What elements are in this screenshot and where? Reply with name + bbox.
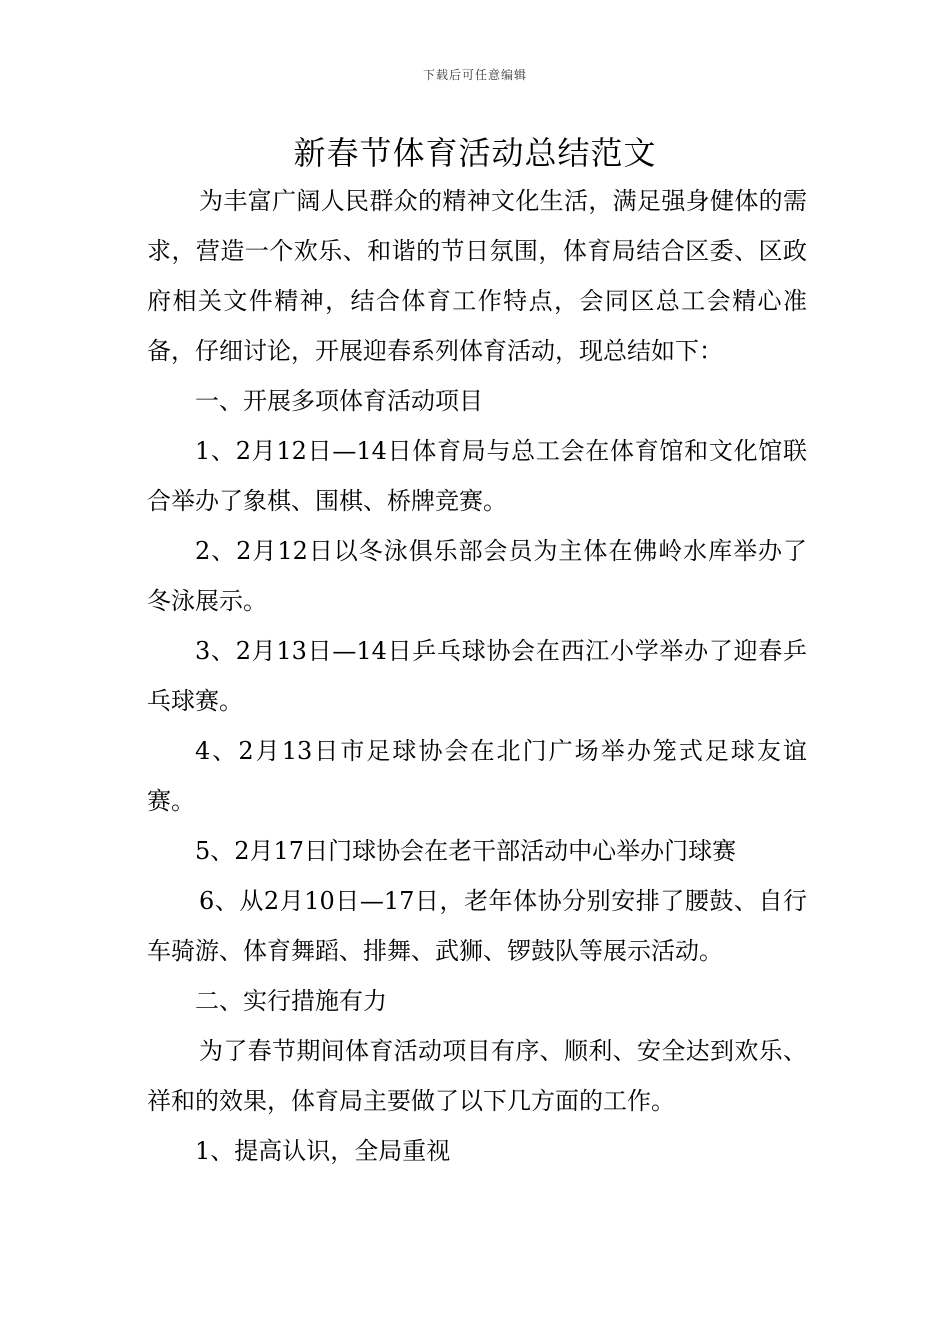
list-item: 1、2月12日—14日体育局与总工会在体育馆和文化馆联合举办了象棋、围棋、桥牌竞赛。 [147, 437, 807, 515]
header-note: 下载后可任意编辑 [422, 68, 527, 82]
document-body [147, 176, 807, 1176]
paragraph-intro: 为丰富广阔人民群众的精神文化生活，满足强身健体的需求，营造一个欢乐、和谐的节日氛围，体育局结合区委、区政府相关文件精神，结合体育工作特点，会同区总工会精心准备，仔细讨论，开展迎春系列体育活动，现总结如下： [147, 187, 807, 365]
document-title: 新春节体育活动总结范文 [293, 134, 657, 172]
list-item: 1、提高认识，全局重视 [195, 1137, 451, 1165]
list-item: 2、2月12日以冬泳俱乐部会员为主体在佛岭水库举办了冬泳展示。 [147, 537, 807, 615]
list-item: 6、从2月10日—17日，老年体协分别安排了腰鼓、自行车骑游、体育舞蹈、排舞、武狮、锣鼓队等展示活动。 [147, 887, 807, 965]
section-heading-1: 一、开展多项体育活动项目 [195, 387, 483, 415]
list-item: 5、2月17日门球协会在老干部活动中心举办门球赛 [195, 837, 737, 865]
section-heading-2: 二、实行措施有力 [195, 987, 387, 1015]
paragraph: 为了春节期间体育活动项目有序、顺利、安全达到欢乐、祥和的效果，体育局主要做了以下几方面的工作。 [147, 1037, 807, 1115]
list-item: 3、2月13日—14日乒乓球协会在西江小学举办了迎春乒乓球赛。 [147, 637, 807, 715]
list-item: 4、2月13日市足球协会在北门广场举办笼式足球友谊赛。 [147, 737, 807, 815]
